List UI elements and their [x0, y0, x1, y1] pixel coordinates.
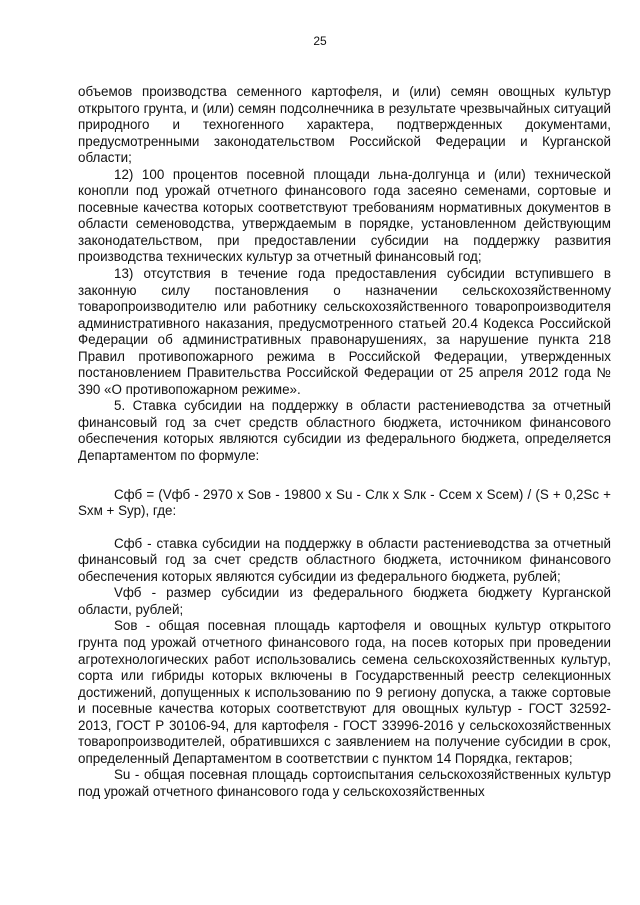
- paragraph-item-13: 13) отсутствия в течение года предоставления субсидии вступившего в законную силу постановления о назначении сельскохозяйственному товаропроизводителю или работнику сельскохозяйственного товаропроизводителя административного наказания, предусмотренного статьей 20.4 Кодекса Российской Федерации об административных правонарушениях, за нарушение пункта 218 Правил противопожарного режима в Российской Федерации, утвержденных постановлением Правительства Российской Федерации от 25 апреля 2012 года № 390 «О противопожарном режиме».: [78, 266, 611, 397]
- formula: Сфб = (Vфб - 2970 x Sов - 19800 x Su - Слк x Sлк - Ссем x Sсем) / (S + 0,2Sc + Sхм + Sур), где:: [78, 486, 611, 519]
- paragraph-continued: объемов производства семенного картофеля, и (или) семян овощных культур открытого грунта, и (или) семян подсолнечника в результате чрезвычайных ситуаций природного и техногенного характера, подтвержденных документами, предусмотренными законодательством Российской Федерации и Курганской области;: [78, 84, 611, 166]
- definition-cfb: Сфб - ставка субсидии на поддержку в области растениеводства за отчетный финансовый год за счет средств областного бюджета, источником финансового обеспечения которых являются субсидии из федерального бюджета, рублей;: [78, 535, 611, 584]
- page-number: 25: [313, 34, 327, 48]
- definition-su: Su - общая посевная площадь сортоиспытания сельскохозяйственных культур под урожай отчетного финансового года у сельскохозяйственных: [78, 767, 611, 799]
- paragraph-section-5: 5. Ставка субсидии на поддержку в области растениеводства за отчетный финансовый год за счет средств областного бюджета, источником финансового обеспечения которых являются субсидии из федерального бюджета, определяется Департаментом по формуле:: [78, 398, 611, 464]
- paragraph-item-12: 12) 100 процентов посевной площади льна-долгунца и (или) технической конопли под урожай отчетного финансового года засеяно семенами, сортовые и посевные качества которых соответствуют требованиям нормативных документов в области семеноводства, утверждаемым в порядке, установленном действующим законодательством, при предоставлении субсидии на поддержку развития производства технических культур за отчетный финансовый год;: [78, 166, 611, 265]
- definition-sov: Sов - общая посевная площадь картофеля и овощных культур открытого грунта под урожай отчетного финансового года, на посев которых при проведении агротехнологических работ использовались семена сельскохозяйственных культур, сорта или гибриды которых включены в Государственный реестр селекционных достижений, допущенных к использованию по 9 региону допуска, а также сортовые и посевные качества которых соответствуют для овощных культур - ГОСТ 32592-2013, ГОСТ Р 30106-94, для картофеля - ГОСТ 33996-2016 у сельскохозяйственных товаропроизводителей, обратившихся с заявлением на получение субсидии в срок, определенный Департаментом в соответствии с пунктом 14 Порядка, гектаров;: [78, 618, 611, 766]
- document-body: [78, 84, 611, 800]
- definition-vfb: Vфб - размер субсидии из федерального бюджета бюджету Курганской области, рублей;: [78, 585, 611, 617]
